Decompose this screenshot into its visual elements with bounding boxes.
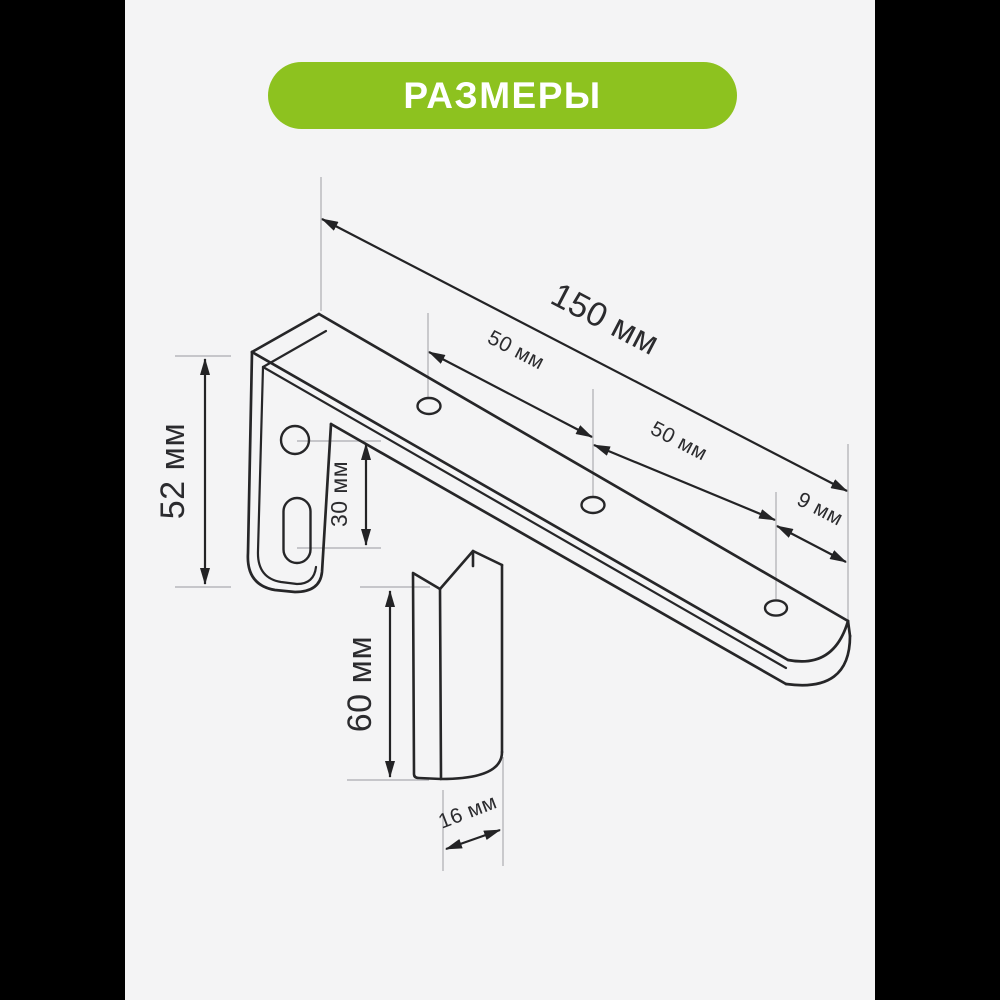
arm-hole-1 (418, 398, 441, 414)
label-end-hole-offset: 9 мм (793, 487, 847, 531)
label-hole-spacing-a: 50 мм (483, 326, 549, 375)
flange-slot (284, 498, 311, 563)
label-upright-height: 52 мм (154, 422, 192, 520)
label-total-length: 150 мм (544, 275, 666, 363)
bracket-end-tip (848, 621, 850, 636)
cover-back-flange-tip (473, 551, 502, 566)
bracket-fold-edge (252, 314, 319, 352)
cover-left-face (413, 573, 441, 779)
extension-lines (175, 177, 848, 871)
cover-web-top (440, 551, 473, 589)
dim-9 (777, 526, 846, 562)
title-badge-label: РАЗМЕРЫ (403, 75, 602, 116)
label-hole-to-slot: 30 мм (326, 460, 352, 528)
cover-outline (413, 551, 502, 779)
cover-fold (440, 589, 441, 778)
bracket-end-arc (788, 621, 848, 661)
arm-hole-2 (582, 497, 605, 513)
dim-150 (322, 219, 847, 491)
label-cover-height: 60 мм (341, 635, 379, 733)
label-cover-width: 16 мм (435, 790, 501, 834)
bracket-far-edge (319, 314, 848, 621)
arm-hole-3 (765, 600, 787, 615)
cover-bottom-arc (441, 752, 502, 779)
flange-inner (258, 367, 316, 584)
dim-16 (446, 830, 500, 849)
flange-hole (281, 426, 309, 454)
bracket-inner-tangent (263, 331, 326, 367)
label-hole-spacing-b: 50 мм (646, 417, 712, 466)
bracket-bottom-edge (331, 424, 786, 684)
